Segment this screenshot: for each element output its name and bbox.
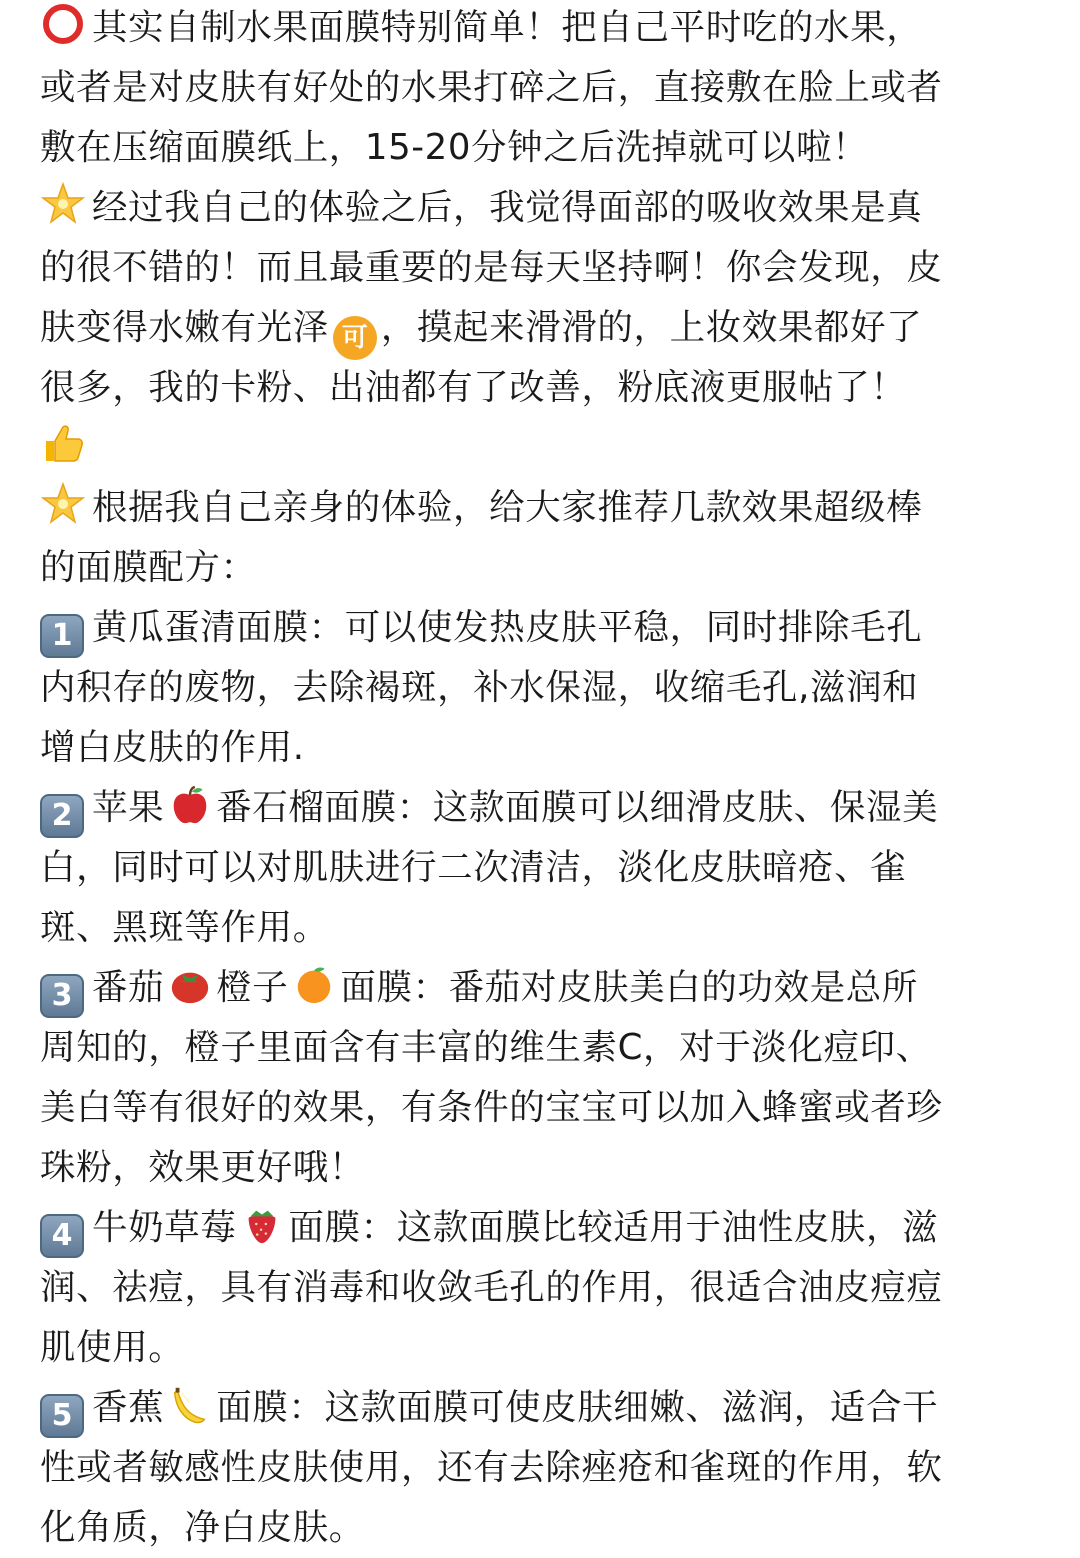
strawberry-icon (240, 1203, 284, 1247)
line-text: 苹果 (92, 787, 165, 828)
line-text: 番茄 (92, 967, 165, 1008)
keycap-1-icon: 1 (40, 614, 84, 658)
text-line (40, 58, 1040, 118)
text-line (40, 358, 1040, 418)
thumbs-up-icon (40, 421, 86, 467)
line-text: 润、祛痘，具有消毒和收敛毛孔的作用，很适合油皮痘痘 (40, 1267, 943, 1308)
line-text: 斑、黑斑等作用。 (40, 907, 329, 948)
text-line (40, 658, 1040, 718)
orange-icon (292, 963, 336, 1007)
text-line (40, 0, 1040, 58)
text-line (40, 598, 1040, 658)
text-line (40, 418, 1040, 478)
text-line (40, 958, 1040, 1018)
text-line (40, 538, 1040, 598)
post-body (40, 0, 1040, 1558)
line-text: 橙子 (216, 967, 289, 1008)
text-line (40, 178, 1040, 238)
line-text: 根据我自己亲身的体验，给大家推荐几款效果超级棒 (92, 487, 923, 528)
keycap-2-icon: 2 (40, 794, 84, 838)
line-text: 白，同时可以对肌肤进行二次清洁，淡化皮肤暗疮、雀 (40, 847, 907, 888)
text-line (40, 1138, 1040, 1198)
line-text: 面膜：这款面膜可使皮肤细嫩、滋润，适合干 (216, 1387, 939, 1428)
tomato-icon (168, 963, 212, 1007)
line-text: 肤变得水嫩有光泽 (40, 307, 329, 348)
line-text: 番石榴面膜：这款面膜可以细滑皮肤、保湿美 (216, 787, 939, 828)
line-text: 敷在压缩面膜纸上，15-20分钟之后洗掉就可以啦！ (40, 127, 869, 168)
keycap-3-icon: 3 (40, 974, 84, 1018)
line-text: 周知的，橙子里面含有丰富的维生素C，对于淡化痘印、 (40, 1027, 932, 1068)
text-line (40, 898, 1040, 958)
text-line (40, 298, 1040, 358)
text-line (40, 1378, 1040, 1438)
line-text: 很多，我的卡粉、出油都有了改善，粉底液更服帖了！ (40, 367, 907, 408)
text-line (40, 1318, 1040, 1378)
text-line (40, 478, 1040, 538)
text-line (40, 1078, 1040, 1138)
line-text: 珠粉，效果更好哦！ (40, 1147, 365, 1188)
line-text: 增白皮肤的作用. (40, 727, 305, 768)
red-circle-icon (40, 1, 86, 47)
text-line (40, 718, 1040, 778)
line-text: 或者是对皮肤有好处的水果打碎之后，直接敷在脸上或者 (40, 67, 943, 108)
line-text: 面膜：番茄对皮肤美白的功效是总所 (340, 967, 919, 1008)
text-line (40, 118, 1040, 178)
line-text: 经过我自己的体验之后，我觉得面部的吸收效果是真 (92, 187, 923, 228)
text-line (40, 1438, 1040, 1498)
line-text: 香蕉 (92, 1387, 165, 1428)
banana-icon (168, 1383, 212, 1427)
line-text: 牛奶草莓 (92, 1207, 237, 1248)
line-text: 化角质，净白皮肤。 (40, 1507, 365, 1548)
keycap-4-icon: 4 (40, 1214, 84, 1258)
glowing-star-icon (40, 481, 86, 527)
line-text: 黄瓜蛋清面膜：可以使发热皮肤平稳，同时排除毛孔 (92, 607, 923, 648)
text-line (40, 1018, 1040, 1078)
line-text: 性或者敏感性皮肤使用，还有去除痤疮和雀斑的作用，软 (40, 1447, 943, 1488)
line-text: 美白等有很好的效果，有条件的宝宝可以加入蜂蜜或者珍 (40, 1087, 943, 1128)
glowing-star-icon (40, 181, 86, 227)
line-text: 面膜：这款面膜比较适用于油性皮肤，滋 (288, 1207, 939, 1248)
text-line (40, 1258, 1040, 1318)
line-text: 内积存的废物，去除褐斑，补水保湿，收缩毛孔,滋润和 (40, 667, 919, 708)
text-line (40, 838, 1040, 898)
line-text: 的面膜配方： (40, 547, 257, 588)
line-text: ，摸起来滑滑的，上妆效果都好了 (380, 307, 923, 348)
text-line (40, 778, 1040, 838)
text-line (40, 1498, 1040, 1558)
keycap-5-icon: 5 (40, 1394, 84, 1438)
red-apple-icon (168, 783, 212, 827)
ke-badge-icon: 可 (333, 316, 377, 360)
line-text: 的很不错的！而且最重要的是每天坚持啊！你会发现，皮 (40, 247, 943, 288)
text-line (40, 238, 1040, 298)
text-line (40, 1198, 1040, 1258)
line-text: 肌使用。 (40, 1327, 185, 1368)
line-text: 其实自制水果面膜特别简单！把自己平时吃的水果， (92, 7, 923, 48)
